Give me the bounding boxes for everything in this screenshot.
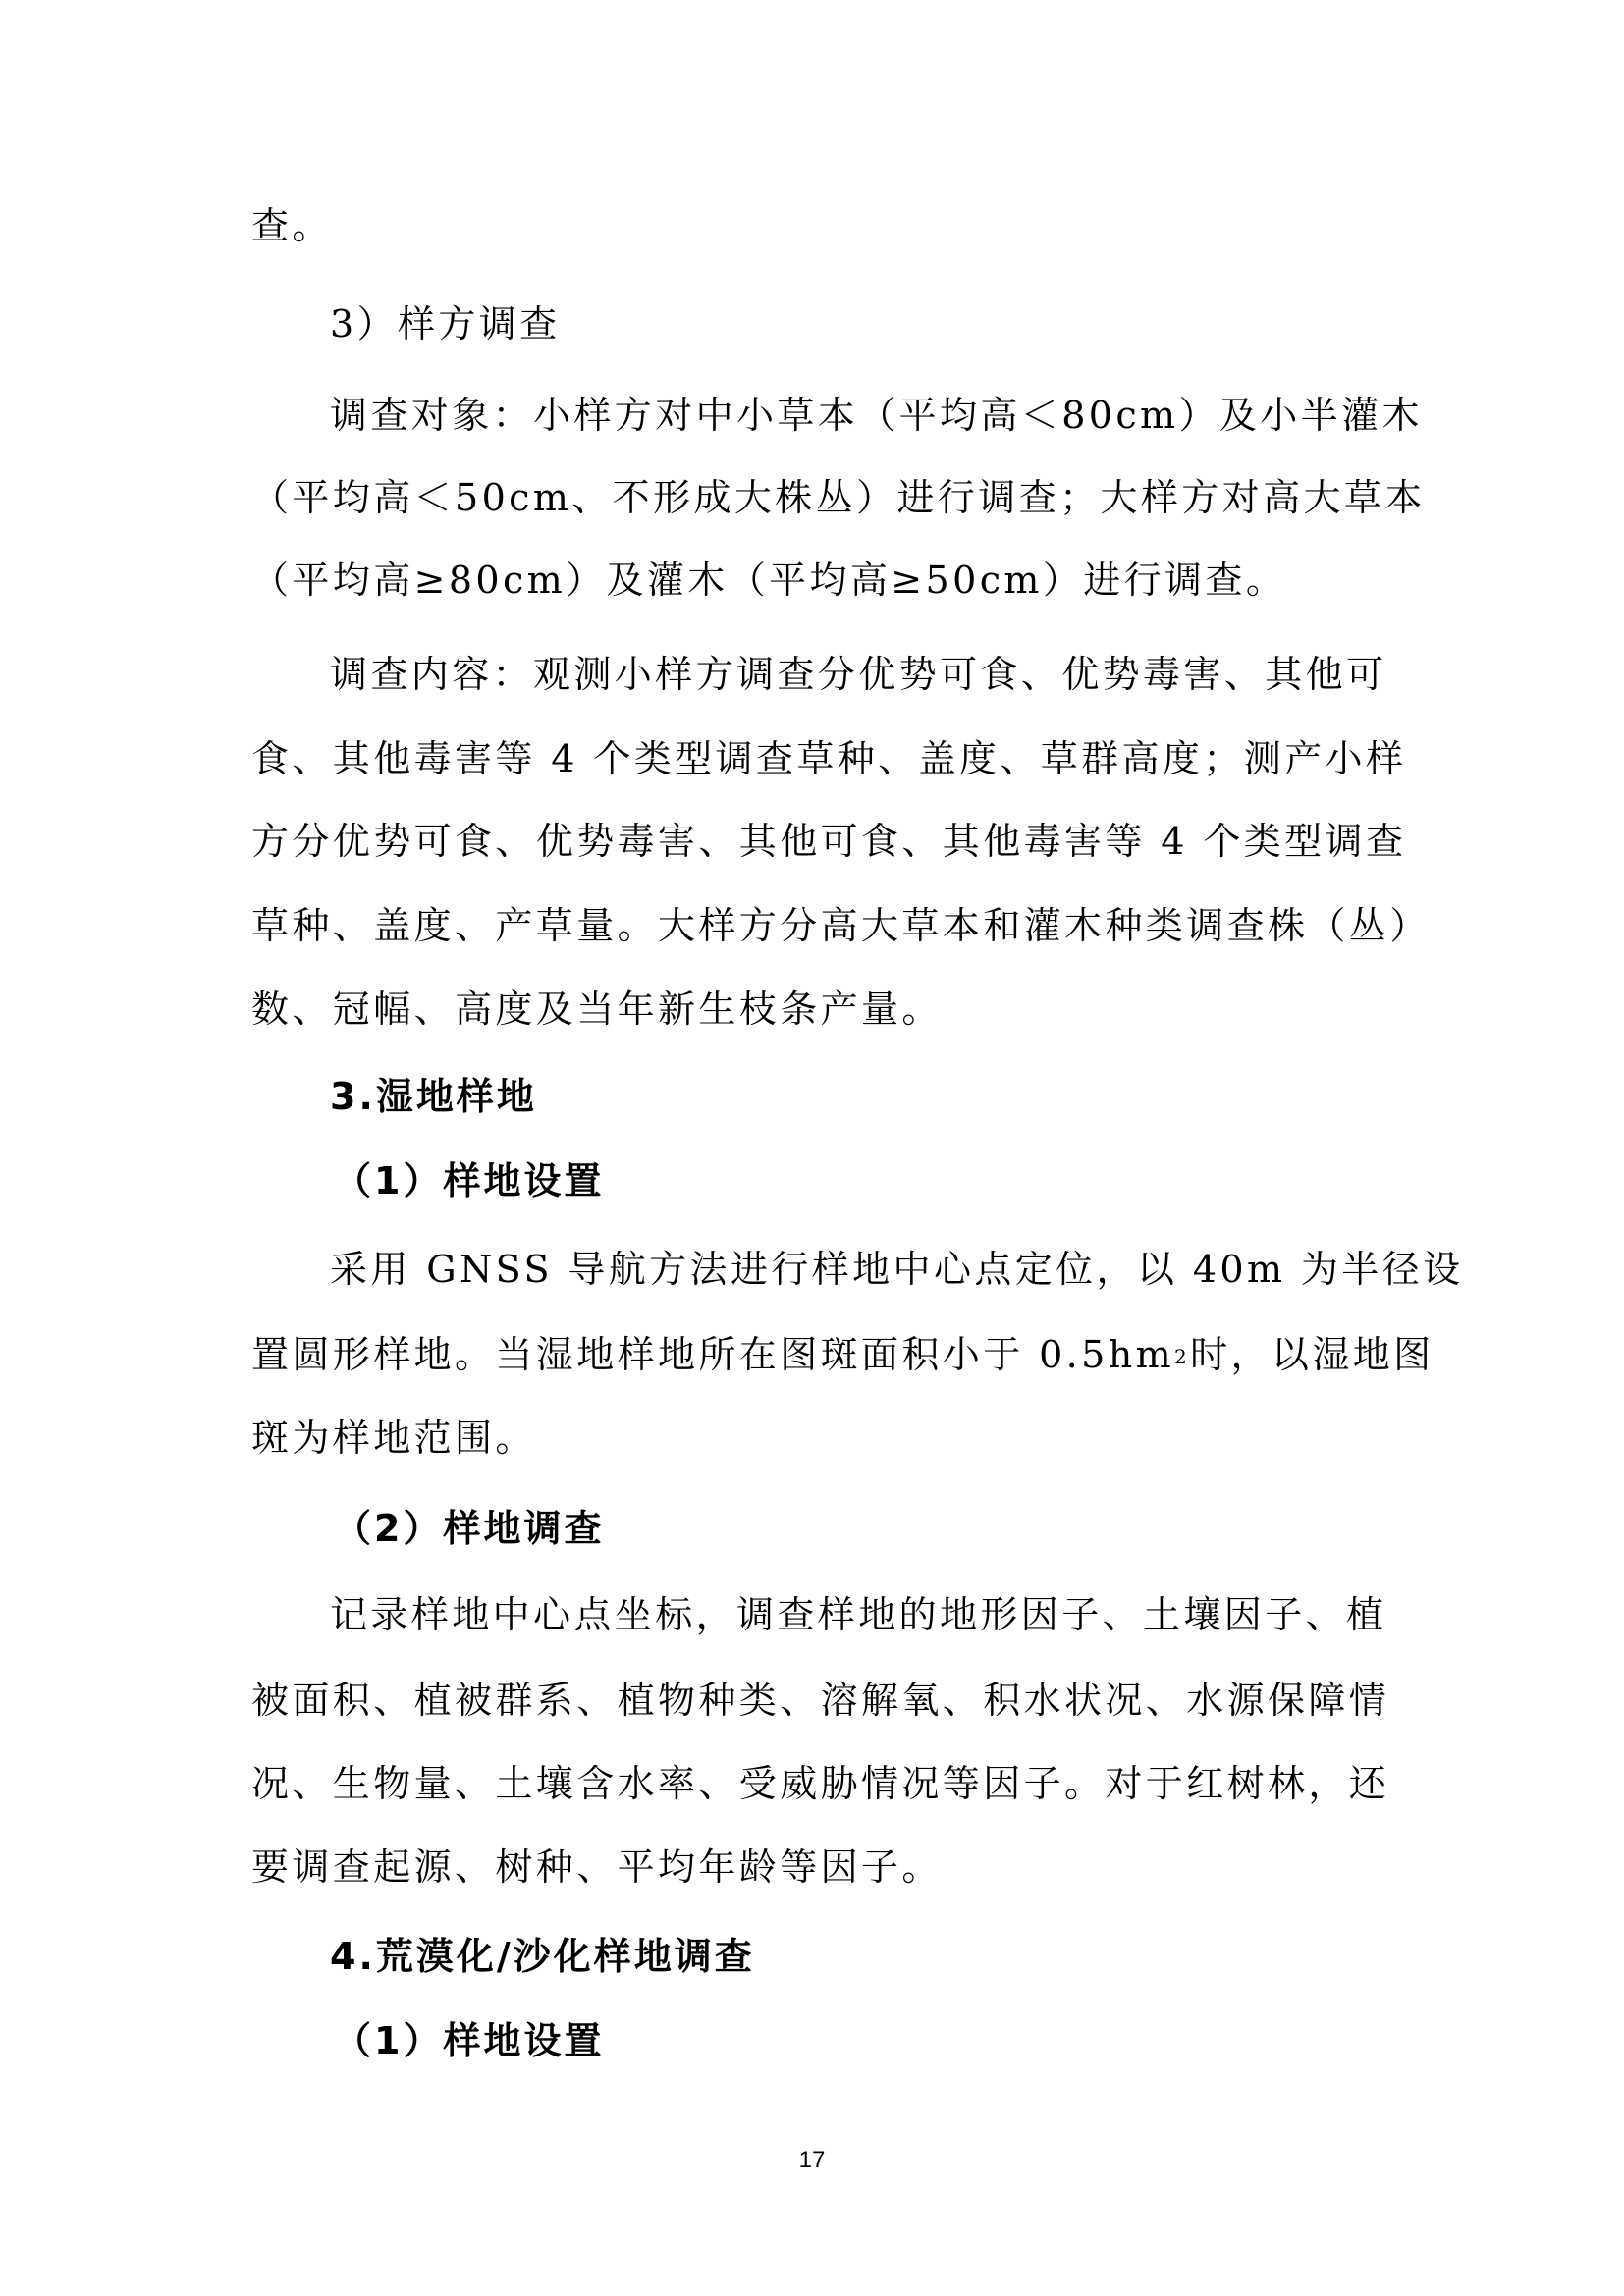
paragraph-line: 查。 — [251, 204, 333, 247]
paragraph-line: 被面积、植被群系、植物种类、溶解氧、积水状况、水源保障情 — [251, 1679, 1390, 1722]
subsection-heading: （1）样地设置 — [334, 2019, 605, 2062]
paragraph-text: 置圆形样地。当湿地样地所在图斑面积小于 0.5hm — [251, 1333, 1175, 1376]
paragraph-line: 况、生物量、土壤含水率、受威胁情况等因子。对于红树林，还 — [251, 1762, 1390, 1805]
paragraph-line: 记录样地中心点坐标，调查样地的地形因子、土壤因子、植 — [330, 1593, 1387, 1636]
paragraph-line: 方分优势可食、优势毒害、其他可食、其他毒害等 4 个类型调查 — [251, 820, 1407, 863]
page-number: 17 — [798, 2147, 826, 2173]
paragraph-line: 草种、盖度、产草量。大样方分高大草本和灌木种类调查株（丛） — [251, 904, 1431, 947]
paragraph-line: （平均高＜50cm、不形成大株丛）进行调查；大样方对高大草本 — [251, 476, 1426, 519]
paragraph-line: （平均高≥80cm）及灌木（平均高≥50cm）进行调查。 — [251, 559, 1287, 602]
section-heading: 3.湿地样地 — [330, 1075, 537, 1118]
section-heading: 3）样方调查 — [330, 302, 561, 346]
paragraph-text: 时，以湿地图 — [1190, 1333, 1435, 1376]
paragraph-line: 调查内容：观测小样方调查分优势可食、优势毒害、其他可 — [330, 653, 1387, 696]
section-heading: 4.荒漠化/沙化样地调查 — [330, 1935, 755, 1978]
paragraph-line: 食、其他毒害等 4 个类型调查草种、盖度、草群高度；测产小样 — [251, 737, 1407, 780]
paragraph-line: 斑为样地范围。 — [251, 1416, 536, 1460]
paragraph-line: 数、冠幅、高度及当年新生枝条产量。 — [251, 988, 943, 1031]
paragraph-line — [251, 1330, 1435, 1379]
superscript: 2 — [1174, 1345, 1191, 1368]
paragraph-line: 调查对象：小样方对中小草本（平均高＜80cm）及小半灌木 — [330, 394, 1423, 437]
paragraph-line: 要调查起源、树种、平均年龄等因子。 — [251, 1845, 943, 1889]
subsection-heading: （1）样地设置 — [334, 1159, 605, 1202]
subsection-heading: （2）样地调查 — [334, 1507, 605, 1550]
paragraph-line: 采用 GNSS 导航方法进行样地中心点定位，以 40m 为半径设 — [330, 1248, 1464, 1291]
